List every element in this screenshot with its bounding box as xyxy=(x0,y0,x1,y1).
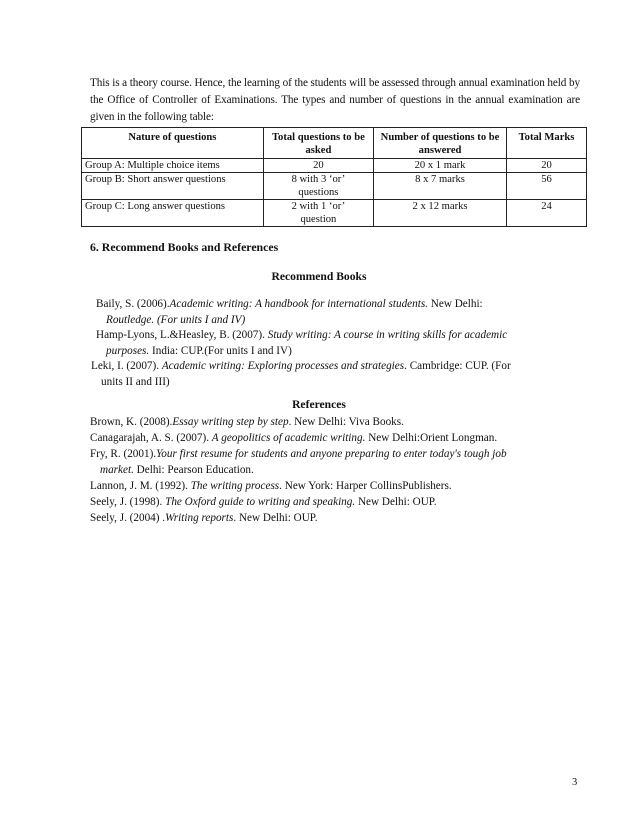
page-number: 3 xyxy=(572,777,578,788)
table-header-row xyxy=(82,128,587,159)
cell-asked: 2 with 1 ‘or’ question xyxy=(263,200,373,227)
table-row xyxy=(82,173,587,200)
cell-answered: 8 x 7 marks xyxy=(374,173,507,200)
reference-item: Seely, J. (2004) .Writing reports. New Delhi: OUP. xyxy=(90,512,318,524)
cell-group: Group C: Long answer questions xyxy=(82,200,264,227)
reference-item: Lannon, J. M. (1992). The writing process. New York: Harper CollinsPublishers. xyxy=(90,480,452,492)
reference-item: Seely, J. (1998). The Oxford guide to writing and speaking. New Delhi: OUP. xyxy=(90,496,437,508)
header-number-answered: Number of questions to be answered xyxy=(374,128,507,159)
cell-asked: 20 xyxy=(263,159,373,173)
table-row xyxy=(82,159,587,173)
cell-asked: 8 with 3 ‘or’ questions xyxy=(263,173,373,200)
intro-paragraph: This is a theory course. Hence, the learning of the students will be assessed through annual examination held by the Office of Controller of Examinations. The types and number of questions in the annual examination are given in the following table: xyxy=(90,77,580,123)
recommend-book-item: Baily, S. (2006).Academic writing: A handbook for international students. New Delhi: Routledge. (For units I and IV) xyxy=(96,298,483,326)
header-nature: Nature of questions xyxy=(82,128,264,159)
recommend-books-heading: Recommend Books xyxy=(271,270,367,283)
section-heading: 6. Recommend Books and References xyxy=(90,240,279,254)
references-heading: References xyxy=(292,398,346,411)
header-total-asked: Total questions to be asked xyxy=(263,128,373,159)
cell-answered: 2 x 12 marks xyxy=(374,200,507,227)
recommend-book-item: Hamp-Lyons, L.&Heasley, B. (2007). Study writing: A course in writing skills for academic purposes. India: CUP.(For units I and IV) xyxy=(96,329,508,357)
table-row xyxy=(82,200,587,227)
reference-item: Brown, K. (2008).Essay writing step by step. New Delhi: Viva Books. xyxy=(90,416,404,428)
cell-answered: 20 x 1 mark xyxy=(374,159,507,173)
cell-group: Group A: Multiple choice items xyxy=(82,159,264,173)
recommend-book-item: Leki, I. (2007). Academic writing: Exploring processes and strategies. Cambridge: CUP. (For units II and III) xyxy=(91,360,511,388)
question-table xyxy=(81,127,587,227)
reference-item: Canagarajah, A. S. (2007). A geopolitics of academic writing. New Delhi:Orient Longman. xyxy=(90,432,498,444)
cell-marks: 56 xyxy=(507,173,587,200)
cell-group: Group B: Short answer questions xyxy=(82,173,264,200)
reference-item: Fry, R. (2001).Your first resume for students and anyone preparing to enter today's tough job market. Delhi: Pearson Education. xyxy=(90,448,507,476)
cell-marks: 24 xyxy=(507,200,587,227)
cell-marks: 20 xyxy=(507,159,587,173)
header-total-marks: Total Marks xyxy=(507,128,587,159)
